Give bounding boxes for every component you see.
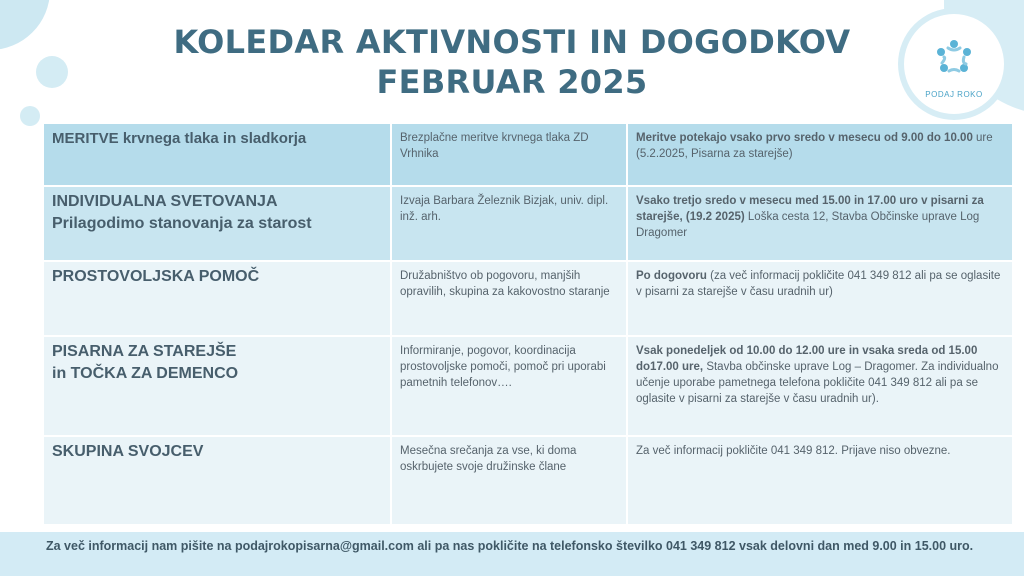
activity-schedule: Vsak ponedeljek od 10.00 do 12.00 ure in vsaka sreda od 15.00 do17.00 ure, Stavba občinske uprave Log – Dragomer. Za individualno učenje uporabe pametnega telefona pokličite 041 349 812 ali pa se oglasite v pisarni za starejše v času uradnih ur). [628, 337, 1014, 437]
logo-text: PODAJ ROKO [925, 90, 983, 99]
decor-bubble-small [20, 106, 40, 126]
logo [904, 14, 1004, 114]
activity-description: Družabništvo ob pogovoru, manjših opravilih, skupina za kakovostno staranje [392, 262, 628, 337]
footer-contact-text: Za več informacij nam pišite na podajrokopisarna@gmail.com ali pa nas pokličite na telefonsko številko 041 349 812 vsak delovni dan med 9.00 in 15.00 uro. [46, 539, 974, 553]
hands-circle-icon [934, 38, 974, 78]
title-line-1: KOLEDAR AKTIVNOSTI IN DOGODKOV [173, 23, 851, 61]
activity-schedule: Za več informacij pokličite 041 349 812. Prijave niso obvezne. [628, 437, 1014, 526]
activity-description: Mesečna srečanja za vse, ki doma oskrbujete svoje družinske člane [392, 437, 628, 526]
activity-description: Informiranje, pogovor, koordinacija prostovoljske pomoči, pomoč pri uporabi pametnih telefonov…. [392, 337, 628, 437]
page-title [0, 22, 1024, 102]
footer-bar [0, 532, 1024, 576]
activity-name: INDIVIDUALNA SVETOVANJA Prilagodimo stanovanja za starost [44, 187, 392, 262]
activity-name: PROSTOVOLJSKA POMOČ [44, 262, 392, 337]
activity-description: Brezplačne meritve krvnega tlaka ZD Vrhnika [392, 124, 628, 187]
activity-name: PISARNA ZA STAREJŠE in TOČKA ZA DEMENCO [44, 337, 392, 437]
title-line-2: FEBRUAR 2025 [376, 63, 648, 101]
activity-name: SKUPINA SVOJCEV [44, 437, 392, 526]
activity-schedule: Po dogovoru (za več informacij pokličite 041 349 812 ali pa se oglasite v pisarni za starejše v času uradnih ur) [628, 262, 1014, 337]
activity-description: Izvaja Barbara Železnik Bizjak, univ. dipl. inž. arh. [392, 187, 628, 262]
activity-schedule: Vsako tretjo sredo v mesecu med 15.00 in 17.00 uro v pisarni za starejše, (19.2 2025) Loška cesta 12, Stavba Občinske uprave Log Dragomer [628, 187, 1014, 262]
activity-schedule: Meritve potekajo vsako prvo sredo v mesecu od 9.00 do 10.00 ure (5.2.2025, Pisarna za starejše) [628, 124, 1014, 187]
activities-table [44, 124, 1014, 526]
activity-name: MERITVE krvnega tlaka in sladkorja [44, 124, 392, 187]
